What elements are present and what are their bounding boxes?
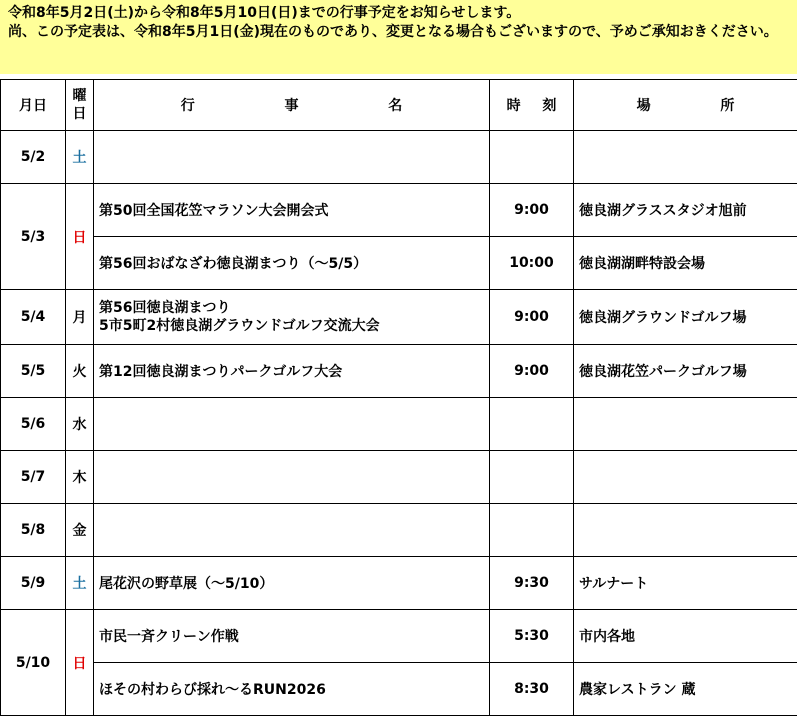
table-row xyxy=(1,290,797,345)
table-row xyxy=(1,451,797,504)
row-day: 木 xyxy=(66,451,94,504)
row-day: 土 xyxy=(66,131,94,184)
event-name: 第50回全国花笠マラソン大会開会式 xyxy=(94,184,490,237)
event-time: 9:30 xyxy=(490,557,574,610)
notice-line-2: 尚、この予定表は、令和8年5月1日(金)現在のものであり、変更となる場合もございますので、予めご承知おきください。 xyxy=(8,23,791,42)
event-name: 尾花沢の野草展（～5/10） xyxy=(94,557,490,610)
notice-banner xyxy=(0,0,797,74)
event-time: 9:00 xyxy=(490,184,574,237)
event-place: 徳良湖グラウンドゴルフ場 xyxy=(574,290,797,345)
row-day: 月 xyxy=(66,290,94,345)
row-day: 金 xyxy=(66,504,94,557)
event-place xyxy=(574,451,797,504)
table-row xyxy=(1,184,797,237)
event-name xyxy=(94,504,490,557)
header-place: 場 所 xyxy=(574,80,797,131)
header-day: 曜 日 xyxy=(66,80,94,131)
table-row xyxy=(1,237,797,290)
row-date: 5/2 xyxy=(1,131,66,184)
event-time xyxy=(490,398,574,451)
header-date: 月日 xyxy=(1,80,66,131)
event-place xyxy=(574,131,797,184)
event-place xyxy=(574,398,797,451)
header-event: 行 事 名 xyxy=(94,80,490,131)
row-day: 水 xyxy=(66,398,94,451)
event-time xyxy=(490,504,574,557)
event-time xyxy=(490,131,574,184)
table-row xyxy=(1,610,797,663)
event-place: 農家レストラン 蔵 xyxy=(574,663,797,716)
row-date: 5/8 xyxy=(1,504,66,557)
table-row xyxy=(1,345,797,398)
event-time xyxy=(490,451,574,504)
row-date: 5/6 xyxy=(1,398,66,451)
schedule-table xyxy=(0,79,797,716)
event-place xyxy=(574,504,797,557)
event-name: 第56回おばなざわ徳良湖まつり（～5/5） xyxy=(94,237,490,290)
row-day: 日 xyxy=(66,610,94,716)
row-date: 5/3 xyxy=(1,184,66,290)
row-day: 日 xyxy=(66,184,94,290)
event-time: 8:30 xyxy=(490,663,574,716)
row-date: 5/7 xyxy=(1,451,66,504)
event-place: 徳良湖花笠パークゴルフ場 xyxy=(574,345,797,398)
event-name xyxy=(94,398,490,451)
row-date: 5/4 xyxy=(1,290,66,345)
table-row xyxy=(1,398,797,451)
table-row xyxy=(1,557,797,610)
event-name: ほその村わらび採れ～るRUN2026 xyxy=(94,663,490,716)
event-time: 10:00 xyxy=(490,237,574,290)
event-time: 9:00 xyxy=(490,290,574,345)
table-row xyxy=(1,663,797,716)
event-name: 第12回徳良湖まつりパークゴルフ大会 xyxy=(94,345,490,398)
event-place: 徳良湖湖畔特設会場 xyxy=(574,237,797,290)
event-name xyxy=(94,131,490,184)
event-time: 5:30 xyxy=(490,610,574,663)
event-name: 第56回徳良湖まつり 5市5町2村徳良湖グラウンドゴルフ交流大会 xyxy=(94,290,490,345)
row-day: 火 xyxy=(66,345,94,398)
row-day: 土 xyxy=(66,557,94,610)
event-place: 徳良湖グラススタジオ旭前 xyxy=(574,184,797,237)
row-date: 5/9 xyxy=(1,557,66,610)
row-date: 5/5 xyxy=(1,345,66,398)
event-place: 市内各地 xyxy=(574,610,797,663)
event-name: 市民一斉クリーン作戦 xyxy=(94,610,490,663)
table-row xyxy=(1,131,797,184)
row-date: 5/10 xyxy=(1,610,66,716)
event-time: 9:00 xyxy=(490,345,574,398)
event-place: サルナート xyxy=(574,557,797,610)
header-time: 時 刻 xyxy=(490,80,574,131)
notice-line-1: 令和8年5月2日(土)から令和8年5月10日(日)までの行事予定をお知らせします。 xyxy=(8,4,791,23)
header-row xyxy=(1,80,797,131)
table-row xyxy=(1,504,797,557)
event-name xyxy=(94,451,490,504)
